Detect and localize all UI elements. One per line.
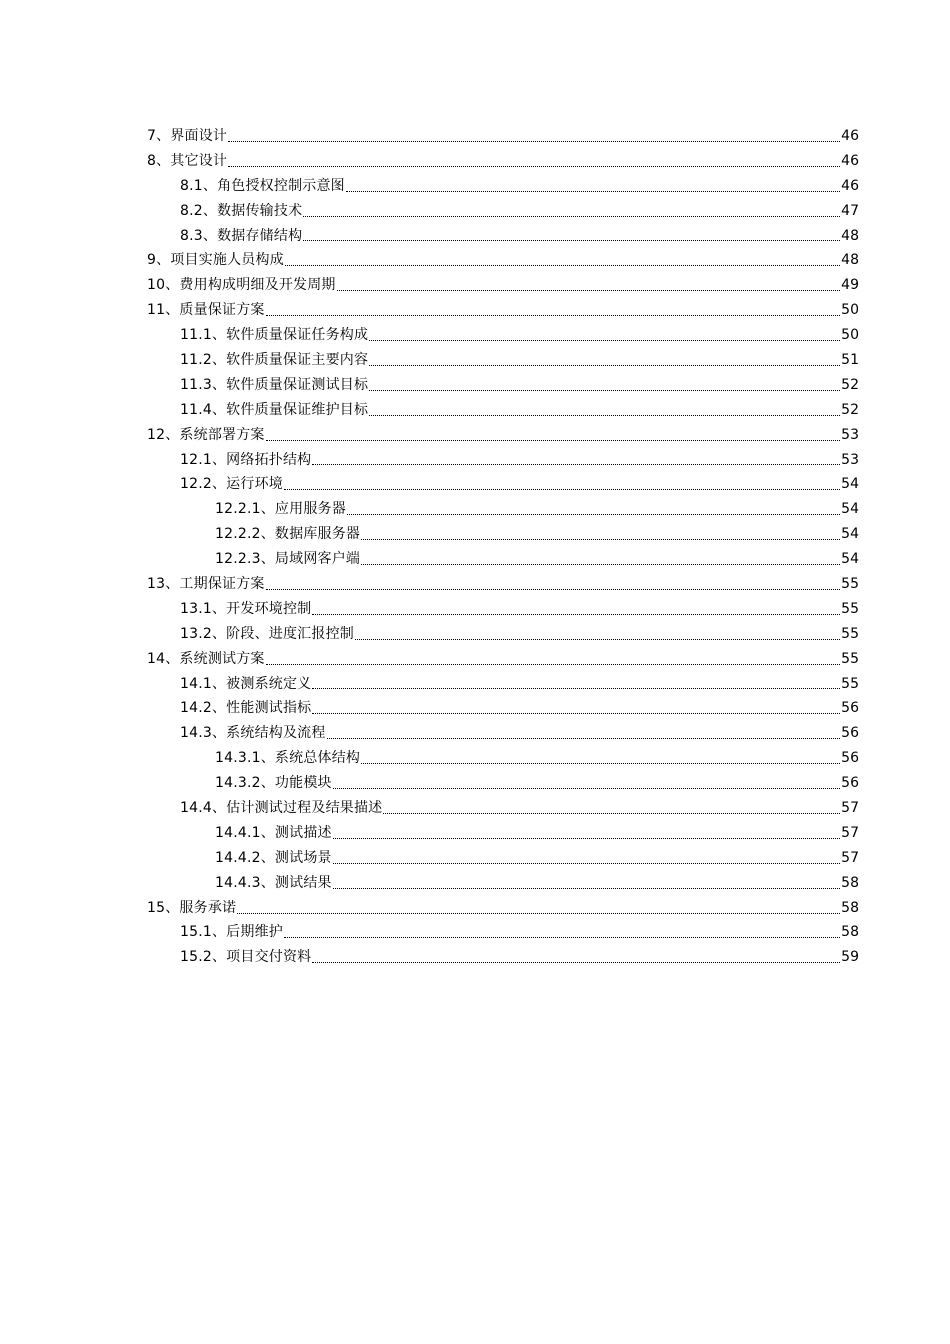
table-of-contents — [147, 124, 859, 970]
toc-entry-title: 14.4.2、测试场景 — [215, 849, 332, 866]
toc-dot-leader — [285, 265, 840, 266]
toc-dot-leader — [369, 340, 840, 341]
toc-dot-leader — [361, 539, 840, 540]
toc-entry[interactable] — [147, 771, 859, 796]
toc-entry-page-number: 46 — [841, 177, 859, 194]
toc-entry-page-number: 56 — [841, 700, 859, 717]
toc-entry-page-number: 57 — [841, 849, 859, 866]
toc-entry-page-number: 50 — [841, 302, 859, 319]
toc-entry-title: 14.3.1、系统总体结构 — [215, 750, 361, 767]
toc-entry[interactable] — [147, 448, 859, 473]
toc-entry[interactable] — [147, 149, 859, 174]
toc-dot-leader — [284, 489, 840, 490]
toc-entry-title: 10、费用构成明细及开发周期 — [147, 277, 336, 294]
toc-entry-title: 13、工期保证方案 — [147, 576, 265, 593]
toc-entry-page-number: 58 — [841, 874, 859, 891]
toc-entry[interactable] — [147, 298, 859, 323]
toc-dot-leader — [369, 365, 840, 366]
toc-entry[interactable] — [147, 248, 859, 273]
toc-entry-page-number: 55 — [841, 625, 859, 642]
toc-dot-leader — [312, 464, 840, 465]
toc-entry-title: 11.4、软件质量保证维护目标 — [180, 401, 369, 418]
toc-entry[interactable] — [147, 597, 859, 622]
toc-entry[interactable] — [147, 323, 859, 348]
toc-entry-page-number: 53 — [841, 451, 859, 468]
toc-entry-page-number: 55 — [841, 650, 859, 667]
toc-entry[interactable] — [147, 273, 859, 298]
toc-entry-title: 13.1、开发环境控制 — [180, 600, 312, 617]
toc-entry-page-number: 59 — [841, 949, 859, 966]
toc-entry-title: 11、质量保证方案 — [147, 302, 265, 319]
toc-entry-title: 8.2、数据传输技术 — [180, 202, 303, 219]
toc-entry-page-number: 56 — [841, 725, 859, 742]
toc-dot-leader — [266, 589, 840, 590]
toc-entry-title: 14.2、性能测试指标 — [180, 700, 312, 717]
toc-entry-title: 12.2.3、局域网客户端 — [215, 551, 361, 568]
toc-entry[interactable] — [147, 423, 859, 448]
toc-dot-leader — [303, 240, 840, 241]
toc-entry[interactable] — [147, 696, 859, 721]
toc-entry-page-number: 49 — [841, 277, 859, 294]
toc-entry[interactable] — [147, 672, 859, 697]
toc-entry-page-number: 46 — [841, 152, 859, 169]
toc-dot-leader — [266, 315, 840, 316]
toc-entry-page-number: 48 — [841, 252, 859, 269]
toc-entry-title: 12.1、网络拓扑结构 — [180, 451, 312, 468]
toc-entry[interactable] — [147, 796, 859, 821]
toc-entry-page-number: 55 — [841, 576, 859, 593]
toc-entry-title: 15.1、后期维护 — [180, 924, 283, 941]
toc-entry[interactable] — [147, 398, 859, 423]
toc-dot-leader — [333, 888, 840, 889]
toc-entry-page-number: 56 — [841, 775, 859, 792]
toc-dot-leader — [327, 738, 840, 739]
toc-entry[interactable] — [147, 348, 859, 373]
toc-dot-leader — [312, 614, 840, 615]
toc-dot-leader — [333, 863, 840, 864]
toc-entry-title: 12.2、运行环境 — [180, 476, 283, 493]
toc-dot-leader — [228, 141, 840, 142]
toc-dot-leader — [361, 564, 840, 565]
toc-entry-title: 13.2、阶段、进度汇报控制 — [180, 625, 354, 642]
toc-dot-leader — [333, 788, 840, 789]
toc-entry[interactable] — [147, 622, 859, 647]
toc-dot-leader — [383, 813, 840, 814]
toc-entry-page-number: 54 — [841, 476, 859, 493]
toc-entry[interactable] — [147, 497, 859, 522]
toc-entry-title: 7、界面设计 — [147, 127, 228, 144]
toc-dot-leader — [312, 962, 840, 963]
toc-entry-title: 15.2、项目交付资料 — [180, 949, 312, 966]
toc-entry[interactable] — [147, 821, 859, 846]
toc-entry-page-number: 52 — [841, 376, 859, 393]
toc-entry[interactable] — [147, 174, 859, 199]
toc-dot-leader — [228, 166, 840, 167]
toc-entry-page-number: 57 — [841, 800, 859, 817]
toc-entry-page-number: 58 — [841, 899, 859, 916]
toc-dot-leader — [312, 688, 840, 689]
toc-entry-title: 12.2.1、应用服务器 — [215, 501, 346, 518]
toc-entry-page-number: 50 — [841, 327, 859, 344]
toc-entry-title: 8、其它设计 — [147, 152, 228, 169]
toc-entry-page-number: 53 — [841, 426, 859, 443]
toc-entry-page-number: 51 — [841, 352, 859, 368]
toc-entry-page-number: 47 — [841, 202, 859, 219]
toc-entry-page-number: 55 — [841, 675, 859, 692]
toc-entry[interactable] — [147, 472, 859, 497]
toc-entry-title: 14.1、被测系统定义 — [180, 675, 312, 692]
toc-dot-leader — [369, 390, 840, 391]
toc-entry-page-number: 48 — [841, 227, 859, 244]
toc-dot-leader — [333, 838, 840, 839]
toc-entry[interactable] — [147, 846, 859, 871]
toc-entry-page-number: 46 — [841, 127, 859, 144]
toc-entry-title: 14.4、估计测试过程及结果描述 — [180, 800, 383, 817]
toc-entry[interactable] — [147, 746, 859, 771]
toc-entry[interactable] — [147, 522, 859, 547]
toc-entry-title: 8.1、角色授权控制示意图 — [180, 177, 345, 194]
toc-entry-title: 8.3、数据存储结构 — [180, 227, 303, 244]
toc-entry[interactable] — [147, 547, 859, 572]
toc-entry[interactable] — [147, 896, 859, 921]
toc-dot-leader — [266, 664, 840, 665]
toc-dot-leader — [237, 913, 840, 914]
toc-entry[interactable] — [147, 373, 859, 398]
toc-entry-title: 11.3、软件质量保证测试目标 — [180, 376, 369, 393]
toc-dot-leader — [361, 763, 840, 764]
toc-entry-page-number: 57 — [841, 824, 859, 841]
toc-entry-title: 14.4.1、测试描述 — [215, 824, 332, 841]
toc-entry-title: 14.4.3、测试结果 — [215, 874, 332, 891]
toc-entry[interactable] — [147, 945, 859, 970]
toc-entry-title: 12.2.2、数据库服务器 — [215, 526, 361, 543]
toc-entry[interactable] — [147, 647, 859, 672]
toc-dot-leader — [369, 415, 840, 416]
toc-entry[interactable] — [147, 721, 859, 746]
toc-entry-page-number: 58 — [841, 924, 859, 941]
toc-entry[interactable] — [147, 871, 859, 896]
toc-entry-page-number: 54 — [841, 501, 859, 518]
toc-entry-title: 14、系统测试方案 — [147, 650, 265, 667]
toc-entry-title: 11.1、软件质量保证任务构成 — [180, 327, 369, 344]
toc-dot-leader — [346, 191, 840, 192]
toc-entry-title: 15、服务承诺 — [147, 899, 237, 916]
toc-entry-title: 11.2、软件质量保证主要内容 — [180, 352, 369, 368]
toc-dot-leader — [266, 440, 840, 441]
toc-entry[interactable] — [147, 124, 859, 149]
toc-entry-page-number: 52 — [841, 401, 859, 418]
toc-dot-leader — [355, 639, 840, 640]
toc-entry-page-number: 56 — [841, 750, 859, 767]
toc-entry-title: 14.3、系统结构及流程 — [180, 725, 326, 742]
toc-entry-page-number: 55 — [841, 600, 859, 617]
toc-entry[interactable] — [147, 199, 859, 224]
toc-entry-title: 9、项目实施人员构成 — [147, 252, 284, 269]
toc-entry-page-number: 54 — [841, 551, 859, 568]
toc-dot-leader — [284, 937, 840, 938]
toc-entry-title: 14.3.2、功能模块 — [215, 775, 332, 792]
toc-entry-page-number: 54 — [841, 526, 859, 543]
toc-dot-leader — [347, 514, 840, 515]
toc-dot-leader — [303, 216, 840, 217]
toc-entry[interactable] — [147, 572, 859, 597]
toc-entry[interactable] — [147, 224, 859, 249]
toc-dot-leader — [312, 713, 840, 714]
toc-dot-leader — [337, 290, 840, 291]
toc-entry-title: 12、系统部署方案 — [147, 426, 265, 443]
toc-entry[interactable] — [147, 921, 859, 946]
